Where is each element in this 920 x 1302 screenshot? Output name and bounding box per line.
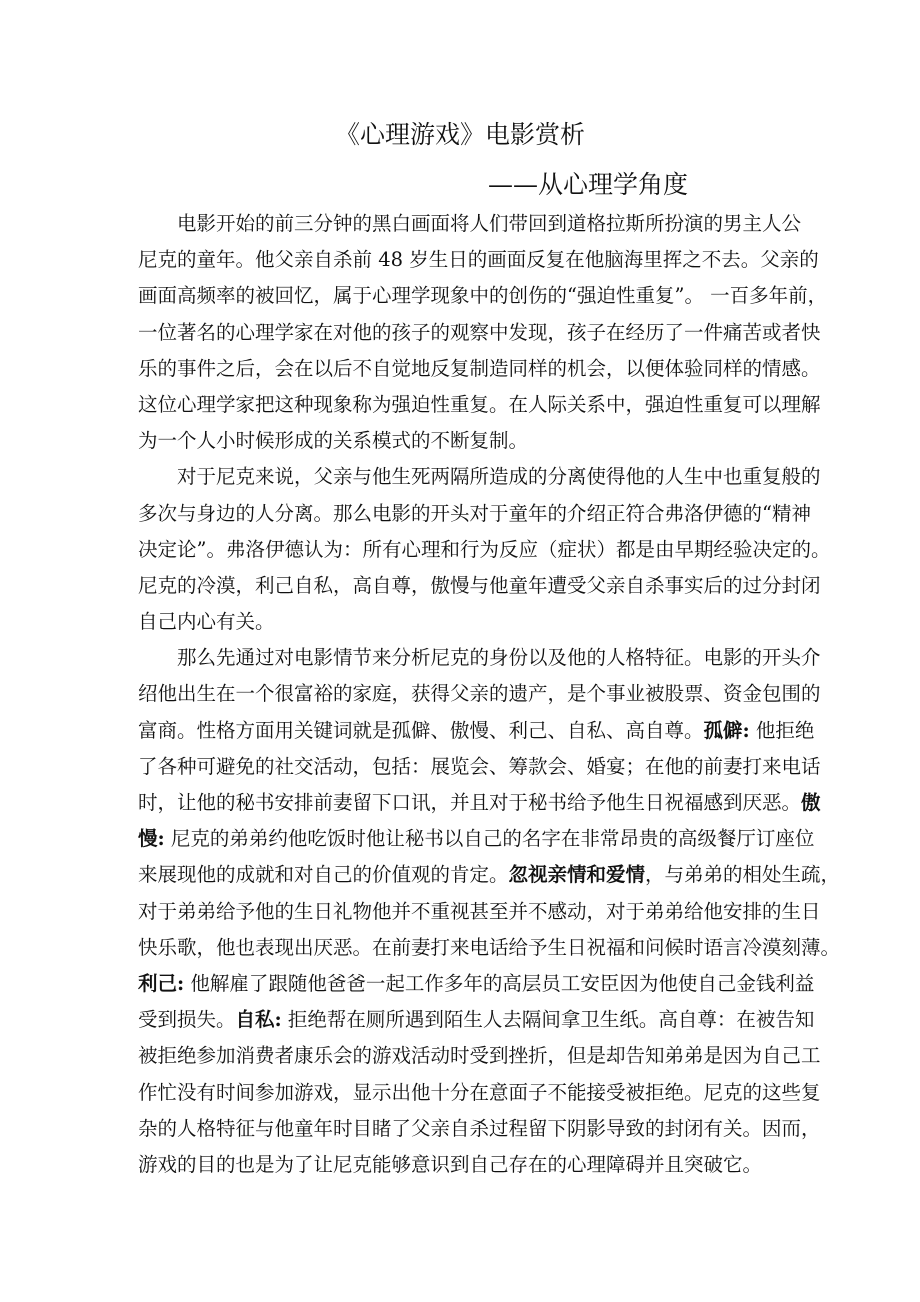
text-segment: 那么先通过对电影情节来分析尼克的身份以及他的人格特征。电影的开头介: [177, 646, 821, 670]
text-line: [138, 930, 841, 966]
text-segment: 为一个人小时候形成的关系模式的不断复制。: [138, 429, 529, 453]
text-line: [138, 640, 821, 676]
document-subtitle: ——从心理学角度: [488, 170, 689, 199]
paragraph: [138, 206, 828, 459]
text-line: [138, 351, 821, 387]
text-segment: 绍他出生在一个很富裕的家庭，获得父亲的遗产，是个事业被股票、资金包围的: [138, 682, 821, 706]
text-segment: 这位心理学家把这种现象称为强迫性重复。在人际关系中，强迫性重复可以理解: [138, 392, 821, 416]
text-line: [138, 966, 815, 1002]
text-line: [138, 423, 782, 459]
text-segment: 快乐歌，他也表现出厌恶。在前妻打来电话给予生日祝福和问候时语言冷漠刻薄。: [138, 935, 841, 959]
text-segment: 多次与身边的人分离。那么电影的开头对于童年的介绍正符合弗洛伊德的“精神: [138, 501, 811, 525]
text-line: [138, 206, 802, 242]
text-line: [138, 1002, 815, 1038]
text-line: [138, 749, 821, 785]
text-segment: 被拒绝参加消费者康乐会的游戏活动时受到挫折，但是却告知弟弟是因为自己工: [138, 1044, 821, 1068]
text-segment: 了各种可避免的社交活动，包括：展览会、筹款会、婚宴；在他的前妻打来电话: [138, 754, 821, 778]
text-line: [138, 1111, 821, 1147]
text-line: [138, 242, 819, 278]
document-body: [138, 206, 841, 1183]
text-segment: 时，让他的秘书安排前妻留下口讯，并且对于秘书给予他生日祝福感到厌恶。: [138, 791, 802, 814]
bold-keyword: 自私:: [235, 1008, 282, 1032]
text-line: [138, 604, 782, 640]
text-segment: 他拒绝: [749, 718, 815, 742]
text-segment: 对于尼克来说，父亲与他生死两隔所造成的分离使得他的人生中也重复般的: [177, 465, 821, 489]
text-line: [138, 315, 821, 351]
text-segment: 乐的事件之后，会在以后不自觉地反复制造同样的机会，以便体验同样的情感。: [138, 356, 821, 380]
text-line: [138, 676, 821, 712]
text-segment: 作忙没有时间参加游戏，显示出他十分在意面子不能接受被拒绝。尼克的这些复: [138, 1080, 821, 1104]
text-line: [138, 894, 821, 930]
text-line: [138, 459, 821, 495]
text-line: [138, 857, 841, 893]
text-segment: 拒绝帮在厕所遇到陌生人去隔间拿卫生纸。高自尊：在被告知: [281, 1008, 815, 1032]
text-line: [138, 532, 831, 568]
bold-keyword: 傲: [801, 791, 821, 814]
text-line: [138, 713, 815, 749]
text-line: [138, 821, 815, 857]
text-line: [138, 1075, 821, 1111]
text-segment: 电影开始的前三分钟的黑白画面将人们带回到道格拉斯所扮演的男主人公: [177, 212, 802, 235]
bold-keyword: 慢:: [138, 827, 165, 851]
text-segment: 尼克的弟弟约他吃饭时他让秘书以自己的名字在非常昂贵的高级餐厅订座位: [164, 827, 815, 851]
text-segment: 游戏的目的也是为了让尼克能够意识到自己存在的心理障碍并且突破它。: [138, 1152, 763, 1176]
text-segment: 来展现他的成就和对自己的价值观的肯定。: [138, 863, 509, 887]
text-segment: 受到损失。: [138, 1008, 236, 1032]
text-segment: 自己内心有关。: [138, 610, 275, 634]
text-segment: 对于弟弟给予他的生日礼物他并不重视甚至并不感动，对于弟弟给他安排的生日: [138, 899, 821, 923]
paragraph: [138, 459, 831, 640]
text-segment: 尼克的冷漠，利己自私，高自尊，傲慢与他童年遭受父亲自杀事实后的过分封闭: [138, 573, 821, 597]
text-line: [138, 278, 828, 314]
text-segment: 富商。性格方面用关键词就是孤僻、傲慢、利己、自私、高自尊。: [138, 718, 704, 742]
text-segment: ，与弟弟的相处生疏，: [645, 863, 841, 887]
text-segment: 他解雇了跟随他爸爸一起工作多年的高层员工安臣因为他使自己金钱利益: [184, 971, 815, 995]
text-segment: 杂的人格特征与他童年时目睹了父亲自杀过程留下阴影导致的封闭有关。因而，: [138, 1116, 821, 1140]
text-segment: 一位著名的心理学家在对他的孩子的观察中发现，孩子在经历了一件痛苦或者快: [138, 320, 821, 344]
text-segment: 决定论”。弗洛伊德认为：所有心理和行为反应（症状）都是由早期经验决定的。: [138, 537, 831, 561]
text-line: [138, 568, 821, 604]
text-line: [138, 1038, 821, 1074]
text-line: [138, 496, 811, 532]
text-line: [138, 1147, 782, 1183]
document-title: 《心理游戏》电影赏析: [334, 120, 585, 149]
text-line: [138, 387, 821, 423]
bold-keyword: 孤僻:: [703, 718, 750, 742]
text-segment: 画面高频率的被回忆，属于心理学现象中的创伤的“强迫性重复”。 一百多年前，: [138, 284, 828, 308]
paragraph: [138, 640, 841, 1183]
text-line: [138, 785, 821, 821]
bold-keyword: 忽视亲情和爱情: [508, 863, 646, 887]
bold-keyword: 利己:: [138, 971, 185, 995]
text-segment: 尼克的童年。他父亲自杀前 48 岁生日的画面反复在他脑海里挥之不去。父亲的: [138, 248, 819, 272]
